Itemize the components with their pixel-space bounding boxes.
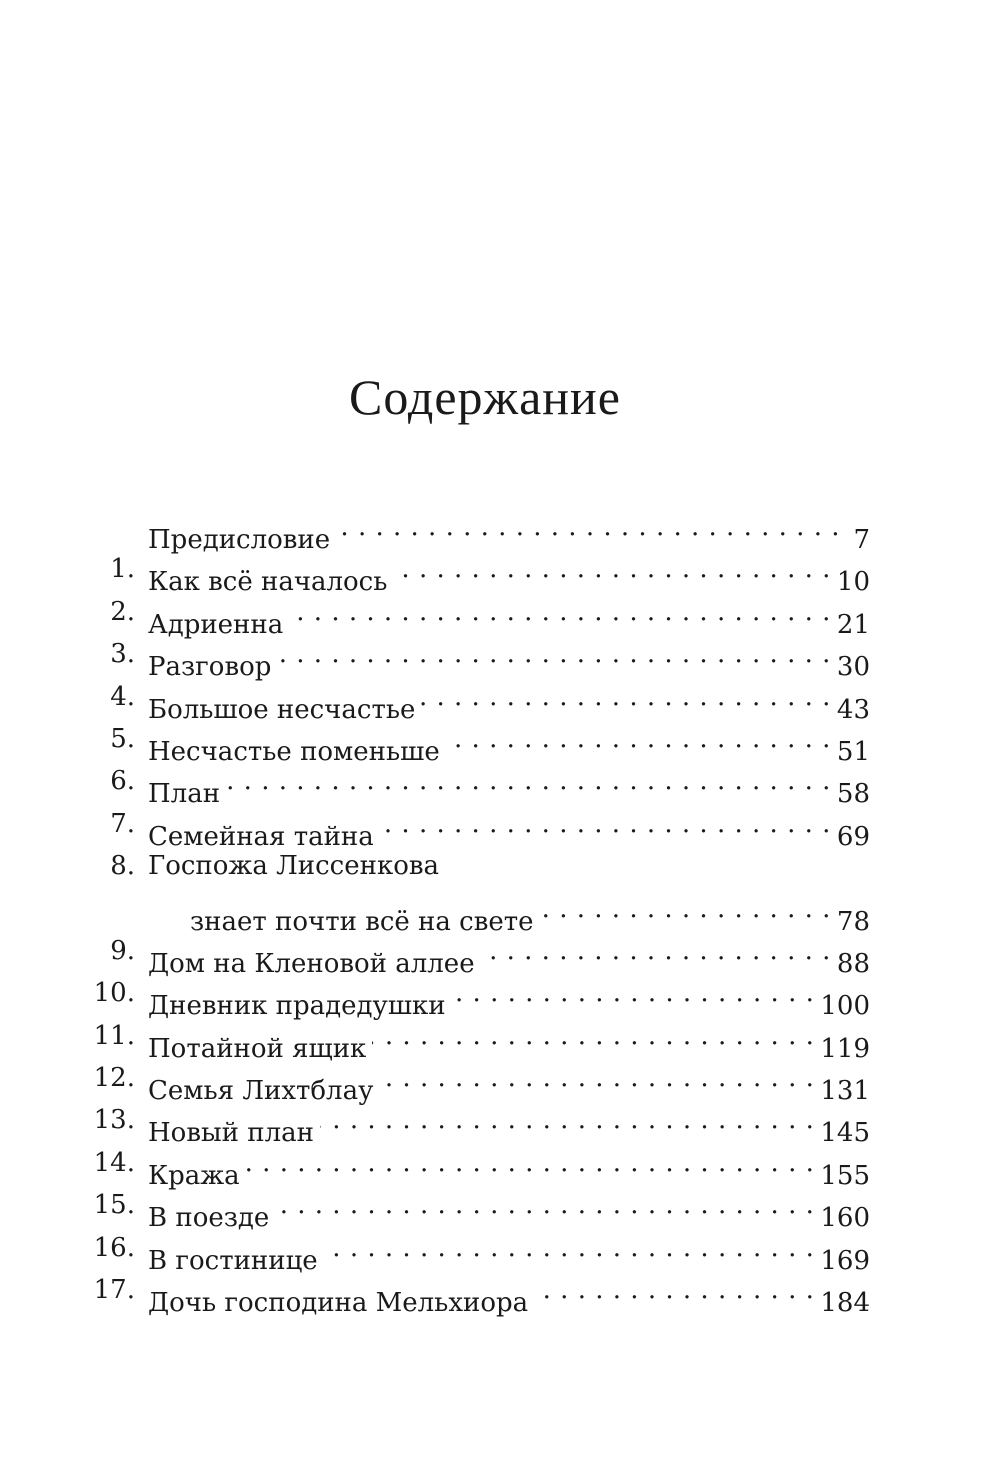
dot-leader [452, 972, 815, 1014]
chapter-title: Дом на Кленовой аллее [148, 948, 475, 979]
chapter-title: Разговор [148, 652, 272, 683]
page-number: 88 [836, 948, 870, 979]
page-number: 10 [836, 567, 870, 598]
dot-leader [226, 760, 831, 802]
chapter-number: 6. [110, 766, 135, 797]
page-number: 69 [836, 821, 870, 852]
chapter-title: Семейная тайна [148, 821, 374, 852]
chapter-number: 5. [110, 723, 135, 754]
dot-leader [446, 718, 831, 760]
chapter-title: Адриенна [148, 609, 284, 640]
chapter-title-continuation: знает почти всё на свете [190, 906, 534, 937]
dot-leader [372, 1015, 814, 1057]
chapter-title: Семья Лихтблау [148, 1076, 374, 1107]
chapter-title: Как всё началось [148, 567, 388, 598]
chapter-title: План [148, 779, 221, 810]
toc-entry [80, 1142, 870, 1191]
dot-leader [320, 1099, 814, 1141]
toc-entry [80, 676, 870, 725]
table-of-contents [80, 506, 870, 1319]
chapter-title: Госпожа Лиссенкова [148, 851, 440, 882]
chapter-title: В поезде [148, 1203, 270, 1234]
chapter-number: 14. [93, 1147, 135, 1178]
chapter-title: Новый план [148, 1118, 314, 1149]
chapter-number: 15. [93, 1190, 135, 1221]
chapter-number: 9. [110, 935, 135, 966]
dot-leader [393, 548, 831, 590]
toc-entry [80, 506, 870, 555]
toc-entry [80, 1269, 870, 1319]
dot-leader [534, 1269, 814, 1311]
page-number: 169 [820, 1245, 870, 1276]
toc-entry [80, 1099, 870, 1149]
page-number: 145 [820, 1118, 870, 1149]
page-number: 100 [820, 991, 870, 1022]
chapter-number: 2. [110, 596, 135, 627]
chapter-title: Большое несчастье [148, 694, 416, 725]
dot-leader [540, 888, 831, 930]
toc-entry [80, 548, 870, 598]
page-number: 131 [820, 1076, 870, 1107]
page-number: 30 [836, 652, 870, 683]
page-number: 78 [836, 906, 870, 937]
chapter-number: 4. [110, 681, 135, 712]
toc-entry [80, 1057, 870, 1107]
chapter-title: Несчастье поменьше [148, 736, 440, 767]
toc-entry [80, 1015, 870, 1064]
chapter-number: 3. [110, 639, 135, 670]
toc-entry-continuation [80, 888, 870, 937]
chapter-number: 17. [93, 1275, 135, 1306]
page-number: 58 [836, 779, 870, 810]
page-number: 160 [820, 1203, 870, 1234]
chapter-number: 8. [110, 851, 135, 882]
toc-entry [80, 845, 870, 887]
chapter-title: Дочь господина Мельхиора [148, 1288, 529, 1319]
chapter-title: Потайной ящик [148, 1033, 367, 1064]
chapter-number: 11. [93, 1020, 135, 1051]
chapter-title: Предисловие [148, 525, 331, 555]
dot-leader [275, 1184, 814, 1226]
dot-leader [421, 676, 831, 718]
chapter-title: Кража [148, 1160, 240, 1191]
page-number: 7 [853, 525, 870, 555]
dot-leader [481, 930, 831, 972]
dot-leader [379, 1057, 814, 1099]
dot-leader [336, 506, 840, 548]
dot-leader [324, 1227, 815, 1269]
toc-entry [80, 591, 870, 640]
page-number: 21 [836, 609, 870, 640]
toc-entry [80, 718, 870, 767]
chapter-number: 13. [93, 1105, 135, 1136]
dot-leader [380, 803, 831, 845]
toc-entry [80, 1227, 870, 1276]
toc-entry [80, 930, 870, 979]
page-number: 51 [836, 736, 870, 767]
toc-entry [80, 760, 870, 810]
dot-leader [246, 1142, 815, 1184]
page-number: 43 [836, 694, 870, 725]
toc-entry [80, 1184, 870, 1234]
chapter-title: Дневник прадедушки [148, 991, 446, 1022]
chapter-number: 1. [110, 554, 135, 585]
chapter-title: В гостинице [148, 1245, 318, 1276]
chapter-number: 10. [93, 978, 135, 1009]
toc-entry [80, 803, 870, 852]
toc-entry [80, 633, 870, 683]
toc-entry [80, 972, 870, 1022]
page-title: Содержание [349, 369, 621, 425]
dot-leader [289, 591, 831, 633]
page-number: 155 [820, 1160, 870, 1191]
chapter-number: 7. [110, 808, 135, 839]
dot-leader [277, 633, 831, 675]
page-number: 184 [820, 1288, 870, 1319]
chapter-number: 16. [93, 1232, 135, 1263]
page-number: 119 [820, 1033, 870, 1064]
chapter-number: 12. [93, 1063, 135, 1094]
